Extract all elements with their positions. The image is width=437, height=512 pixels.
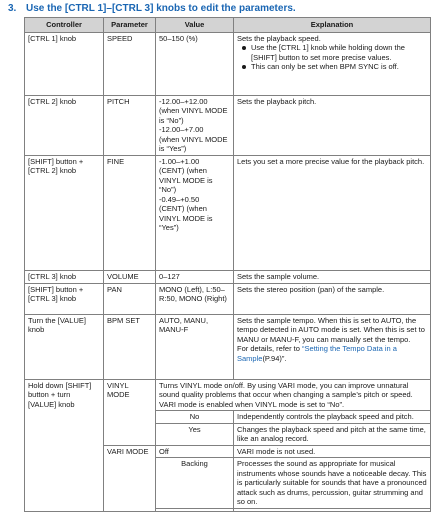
table-row [25, 155, 431, 270]
value-line: (when VINYL MODE is “No”) [159, 106, 228, 125]
value-line: (when VINYL MODE is “Yes”) [159, 134, 228, 153]
explanation-cell [234, 314, 431, 379]
explanation-text: Sets the sample tempo. When this is set to AUTO, the tempo detected in AUTO mode is set. When this is set to MANU or MANU-F, you can manually set the tempo. [237, 315, 425, 344]
controller-cell: [CTRL 2] knob [25, 95, 104, 155]
controller-cell: [SHIFT] button + [CTRL 2] knob [25, 155, 104, 270]
parameter-cell: SPEED [104, 32, 156, 95]
step-heading [8, 2, 428, 16]
value-line: -1.00–+1.00 [159, 156, 200, 166]
parameter-cell: VOLUME [104, 270, 156, 283]
explanation-cell: Lets you set a more precise value for the playback pitch. [234, 155, 431, 270]
explanation-cell: Sets the stereo position (pan) of the sample. [234, 283, 431, 314]
controller-cell: Hold down [SHIFT] button + turn [VALUE] knob [25, 379, 104, 511]
parameter-cell: PITCH [104, 95, 156, 155]
parameter-cell: BPM SET [104, 314, 156, 379]
value-cell: Yes [156, 423, 234, 445]
parameter-cell: FINE [104, 155, 156, 270]
reference-note [237, 344, 427, 363]
value-cell [156, 508, 234, 511]
explanation-cell: Independently controls the playback speed and pitch. [234, 411, 431, 424]
controller-cell: [CTRL 1] knob [25, 32, 104, 95]
table-row [25, 32, 431, 95]
value-line: -12.00–+7.00 [159, 125, 204, 134]
explanation-cell [234, 32, 431, 95]
parameter-cell: VINYL MODE [104, 379, 156, 445]
explanation-cell: Sets the playback pitch. [234, 95, 431, 155]
explanation-cell: Changes the playback speed and pitch at the same time, like an analog record. [234, 423, 431, 445]
step-title: Use the [CTRL 1]–[CTRL 3] knobs to edit the parameters. [26, 3, 296, 14]
reference-suffix: (P.94)”. [262, 353, 287, 363]
controller-cell: [SHIFT] button + [CTRL 3] knob [25, 283, 104, 314]
table-row [25, 270, 431, 283]
bullet-item: Use the [CTRL 1] knob while holding down the [SHIFT] button to set more precise values. [251, 43, 427, 62]
value-cell [156, 155, 234, 270]
explanation-cell: VARI mode is not used. [234, 445, 431, 458]
value-cell: MONO (Left), L:50–R:50, MONO (Right) [156, 283, 234, 314]
table-row [25, 95, 431, 155]
value-line: -12.00–+12.00 [159, 96, 208, 106]
explanation-cell [234, 508, 431, 511]
header-parameter: Parameter [104, 18, 156, 33]
controller-cell: [CTRL 3] knob [25, 270, 104, 283]
parameter-table [24, 17, 431, 512]
value-cell: 0–127 [156, 270, 234, 283]
tempo-reference-link[interactable]: “Setting the Tempo Data in a Sample [237, 344, 397, 363]
parameter-cell: PAN [104, 283, 156, 314]
explanation-cell: Turns VINYL mode on/off. By using VARI mode, you can improve unnatural sound quality problems that occur when changing a sample’s pitch or speed. VARI mode is enabled when VINYL mode is set to “No”. [156, 379, 431, 411]
value-cell: 50–150 (%) [156, 32, 234, 95]
header-value: Value [156, 18, 234, 33]
value-cell: Off [156, 445, 234, 458]
value-line: (CENT) (when VINYL MODE is “Yes”) [159, 204, 213, 232]
value-cell [156, 95, 234, 155]
table-header-row [25, 18, 431, 33]
value-line: -0.49–+0.50 [159, 194, 200, 204]
value-line: (CENT) (when VINYL MODE is “No”) [159, 166, 213, 194]
controller-cell: Turn the [VALUE] knob [25, 314, 104, 379]
header-explanation: Explanation [234, 18, 431, 33]
explanation-text: Sets the playback speed. [237, 33, 321, 43]
bullet-item: This can only be set when BPM SYNC is off. [251, 62, 427, 72]
table-row [25, 379, 431, 411]
value-cell: Backing [156, 458, 234, 509]
table-row [25, 283, 431, 314]
header-controller: Controller [25, 18, 104, 33]
bullet-list [237, 43, 427, 72]
reference-prefix: For details, refer to [237, 344, 303, 353]
explanation-cell: Sets the sample volume. [234, 270, 431, 283]
explanation-cell: Processes the sound as appropriate for musical instruments whose sounds have a noticeable decay. This is particularly suitable for sounds that have a pronounced attack such as drums, percussion, guitar strumming and so on. [234, 458, 431, 509]
value-cell: AUTO, MANU, MANU-F [156, 314, 234, 379]
table-row [25, 314, 431, 379]
parameter-cell: VARI MODE [104, 445, 156, 511]
step-number: 3. [8, 3, 17, 14]
value-cell: No [156, 411, 234, 424]
